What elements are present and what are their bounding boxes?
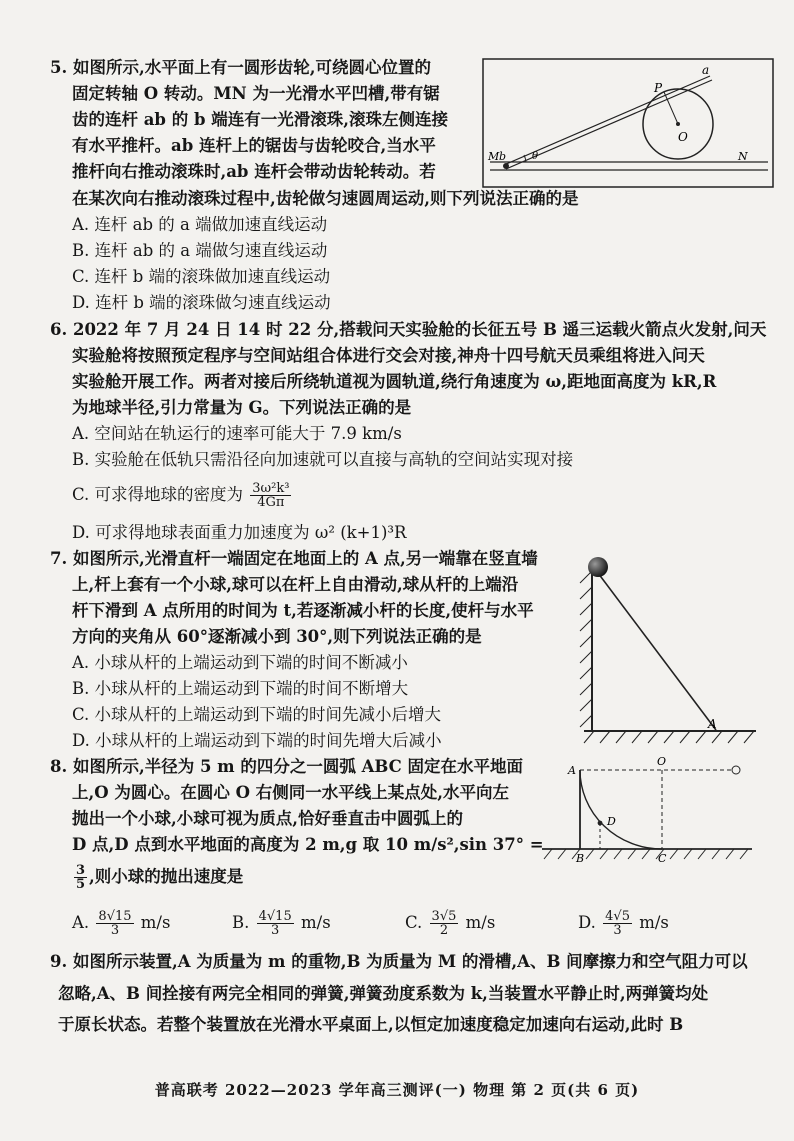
q8-option-d-unit: m/s: [639, 913, 669, 932]
q8-line-3: 抛出一个小球,小球可视为质点,恰好垂直击中圆弧上的: [72, 809, 463, 828]
q8-option-c-fraction: [430, 910, 459, 937]
q8-b-numerator: 4√15: [258, 909, 292, 924]
q5-label-theta: θ: [532, 151, 539, 162]
q7-option-d: D. 小球从杆的上端运动到下端的时间先增大后减小: [72, 731, 442, 750]
q8-line-4: D 点,D 点到水平地面的高度为 2 m,g 取 10 m/s²,sin 37° =: [72, 835, 544, 854]
q7-line-2: 上,杆上套有一个小球,球可以在杆上自由滑动,球从杆的上端沿: [72, 575, 519, 594]
q8-a-numerator: 8√15: [98, 909, 132, 924]
q8-c-denominator: 2: [439, 923, 449, 938]
q5-label-m: M: [488, 150, 500, 163]
q8-arc-figure: [540, 756, 770, 868]
q8-option-b: [232, 910, 331, 937]
q6-c-numerator: 3ω²k³: [252, 481, 290, 496]
q8-label-d: D: [607, 815, 616, 828]
q8-b-denominator: 3: [271, 923, 280, 938]
q5-line-6: 在某次向右推动滚珠过程中,齿轮做匀速圆周运动,则下列说法正确的是: [72, 189, 579, 208]
q6-c-denominator: 4Gπ: [257, 495, 285, 510]
q9-line-2: 忽略,A、B 间拴接有两完全相同的弹簧,弹簧劲度系数为 k,当装置水平静止时,两弹簧均处: [58, 984, 709, 1003]
q8-option-b-unit: m/s: [300, 913, 331, 932]
q8-a-denominator: 3: [110, 923, 120, 938]
q5-option-b: B. 连杆 ab 的 a 端做匀速直线运动: [72, 241, 328, 260]
q5-label-b: b: [499, 150, 507, 163]
q7-line-4: 方向的夹角从 60°逐渐减小到 30°,则下列说法正确的是: [72, 627, 482, 646]
q8-option-b-letter: B.: [232, 913, 250, 932]
q8-option-d-letter: D.: [578, 913, 596, 932]
q8-sin-fraction: [74, 864, 87, 891]
q5-line-2: 固定转轴 O 转动。MN 为一光滑水平凹槽,带有锯: [72, 84, 440, 103]
q8-option-a-unit: m/s: [140, 913, 171, 932]
q8-d-denominator: 3: [613, 923, 622, 938]
q5-line-1: 5. 如图所示,水平面上有一圆形齿轮,可绕圆心位置的: [50, 58, 431, 77]
q8-label-b: B: [576, 852, 585, 865]
q5-option-a: A. 连杆 ab 的 a 端做加速直线运动: [72, 215, 328, 234]
q8-option-c-unit: m/s: [465, 913, 496, 932]
q5-line-4: 有水平推杆。ab 连杆上的锯齿与齿轮咬合,当水平: [72, 136, 436, 155]
q7-rod-figure: [570, 553, 760, 745]
q8-line-2: 上,O 为圆心。在圆心 O 右侧同一水平线上某点处,水平向左: [72, 783, 509, 802]
q9-line-3: 于原长状态。若整个装置放在光滑水平桌面上,以恒定加速度稳定加速向右运动,此时 B: [58, 1015, 684, 1034]
q5-label-p: P: [654, 81, 663, 95]
page-footer: 普高联考 2022—2023 学年高三测评(一) 物理 第 2 页(共 6 页): [154, 1081, 640, 1099]
q8-label-c: C: [658, 852, 667, 865]
q6-option-b: B. 实验舱在低轨只需沿径向加速就可以直接与高轨的空间站实现对接: [72, 450, 574, 469]
q5-line-5: 推杆向右推动滚珠时,ab 连杆会带动齿轮转动。若: [72, 162, 436, 181]
q6-line-2: 实验舱将按照预定程序与空间站组合体进行交会对接,神舟十四号航天员乘组将进入问天: [72, 346, 705, 365]
q8-option-d: [578, 910, 669, 937]
q7-option-a: A. 小球从杆的上端运动到下端的时间不断减小: [72, 653, 408, 672]
q5-gear-figure: [482, 58, 774, 188]
q8-sin-numerator: 3: [76, 863, 86, 878]
q8-option-a: [72, 910, 170, 937]
q8-option-a-letter: A.: [72, 913, 90, 932]
q7-label-a: A: [708, 717, 717, 731]
q6-line-1: 6. 2022 年 7 月 24 日 14 时 22 分,搭载问天实验舱的长征五号 B 遥三运载火箭点火发射,问天: [50, 320, 767, 339]
q6-option-c: [72, 482, 293, 509]
q5-label-n: N: [738, 150, 748, 163]
q8-label-o: O: [657, 756, 667, 768]
q6-option-c-fraction: [250, 482, 291, 509]
q8-label-a: A: [568, 764, 576, 777]
q8-option-b-fraction: [257, 910, 294, 937]
q7-option-b: B. 小球从杆的上端运动到下端的时间不断增大: [72, 679, 409, 698]
q6-line-3: 实验舱开展工作。两者对接后所绕轨道视为圆轨道,绕行角速度为 ω,距地面高度为 kR,R: [72, 372, 717, 391]
q5-option-c: C. 连杆 b 端的滚珠做加速直线运动: [72, 267, 331, 286]
q8-sin-denominator: 5: [76, 877, 86, 892]
q7-line-1: 7. 如图所示,光滑直杆一端固定在地面上的 A 点,另一端靠在竖直墙: [50, 549, 538, 568]
q8-option-d-fraction: [603, 910, 632, 937]
q8-line-5: [72, 864, 243, 891]
q6-line-4: 为地球半径,引力常量为 G。下列说法正确的是: [72, 398, 412, 417]
q8-option-a-fraction: [96, 910, 133, 937]
q8-option-c: [405, 910, 495, 937]
q8-c-numerator: 3√5: [431, 909, 457, 924]
q7-option-c: C. 小球从杆的上端运动到下端的时间先减小后增大: [72, 705, 442, 724]
q7-line-3: 杆下滑到 A 点所用的时间为 t,若逐渐减小杆的长度,使杆与水平: [72, 601, 534, 620]
q8-d-numerator: 4√5: [605, 909, 630, 924]
q6-option-a: A. 空间站在轨运行的速率可能大于 7.9 km/s: [72, 424, 402, 443]
q8-option-c-letter: C.: [405, 913, 423, 932]
q6-option-d: D. 可求得地球表面重力加速度为 ω² (k+1)³R: [72, 523, 407, 542]
q6-option-c-text: C. 可求得地球的密度为: [72, 485, 244, 504]
q5-label-o: O: [678, 130, 688, 144]
q5-option-d: D. 连杆 b 端的滚珠做匀速直线运动: [72, 293, 331, 312]
q8-line-5-text: ,则小球的抛出速度是: [89, 867, 244, 886]
q9-line-1: 9. 如图所示装置,A 为质量为 m 的重物,B 为质量为 M 的滑槽,A、B 间摩擦力和空气阻力可以: [50, 952, 748, 971]
q5-line-3: 齿的连杆 ab 的 b 端连有一光滑滚珠,滚珠左侧连接: [72, 110, 448, 129]
q8-line-1: 8. 如图所示,半径为 5 m 的四分之一圆弧 ABC 固定在水平地面: [50, 757, 524, 776]
q5-label-a: a: [702, 63, 710, 77]
